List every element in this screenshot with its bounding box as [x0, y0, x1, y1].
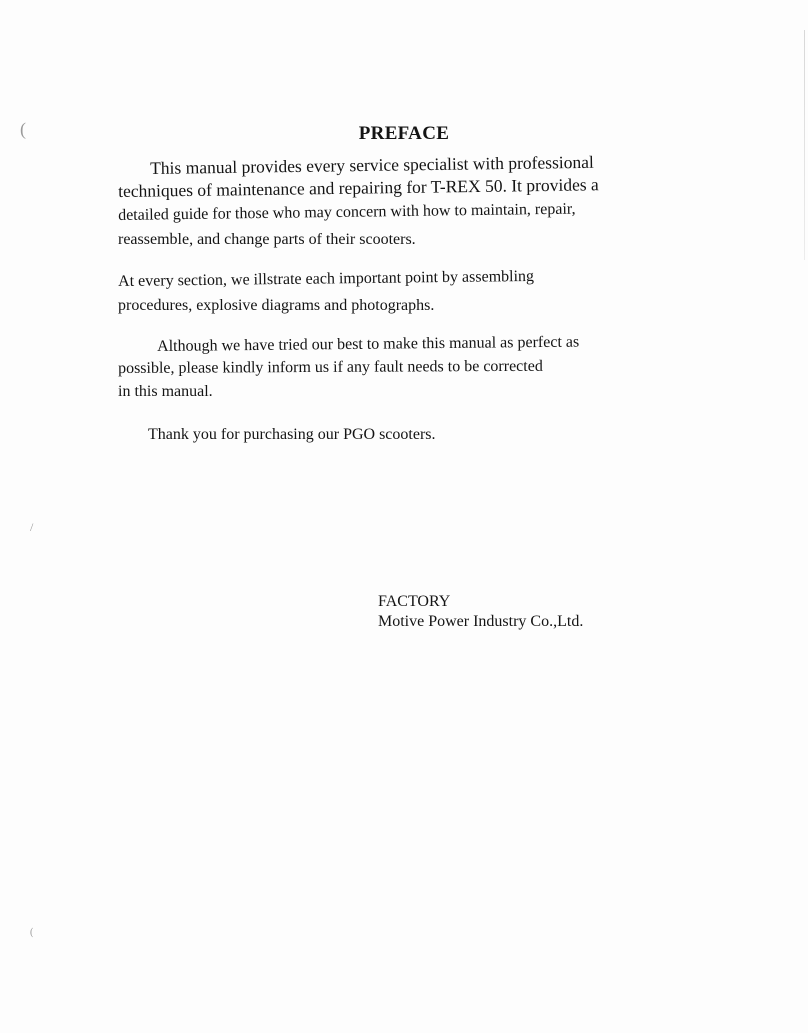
signature-factory: FACTORY [378, 593, 451, 610]
paragraph-3-line-3: in this manual. [118, 383, 213, 400]
paragraph-3-line-2: possible, please kindly inform us if any fault needs to be corrected [118, 357, 543, 377]
paragraph-4-line-1: Thank you for purchasing our PGO scooters. [148, 426, 436, 443]
signature-company: Motive Power Industry Co.,Ltd. [378, 613, 584, 630]
paragraph-3-line-1: Although we have tried our best to make this manual as perfect as [157, 333, 580, 355]
page-title [0, 123, 808, 145]
paragraph-2-line-2: procedures, explosive diagrams and photographs. [118, 297, 435, 314]
paragraph-1-line-2: techniques of maintenance and repairing for T-REX 50. It provides a [118, 174, 599, 201]
paragraph-1-line-4: reassemble, and change parts of their scooters. [118, 231, 416, 248]
scan-speck: ( [20, 119, 26, 139]
scan-speck: ( [30, 927, 34, 938]
paragraph-1-line-1: This manual provides every service specialist with professional [150, 151, 594, 178]
page-title-text: PREFACE [358, 123, 450, 144]
scan-speck: / [30, 520, 34, 534]
paragraph-1-line-3: detailed guide for those who may concern with how to maintain, repair, [118, 200, 576, 224]
scan-edge-mark [804, 30, 805, 260]
paragraph-2-line-1: At every section, we illstrate each important point by assembling [118, 267, 535, 290]
